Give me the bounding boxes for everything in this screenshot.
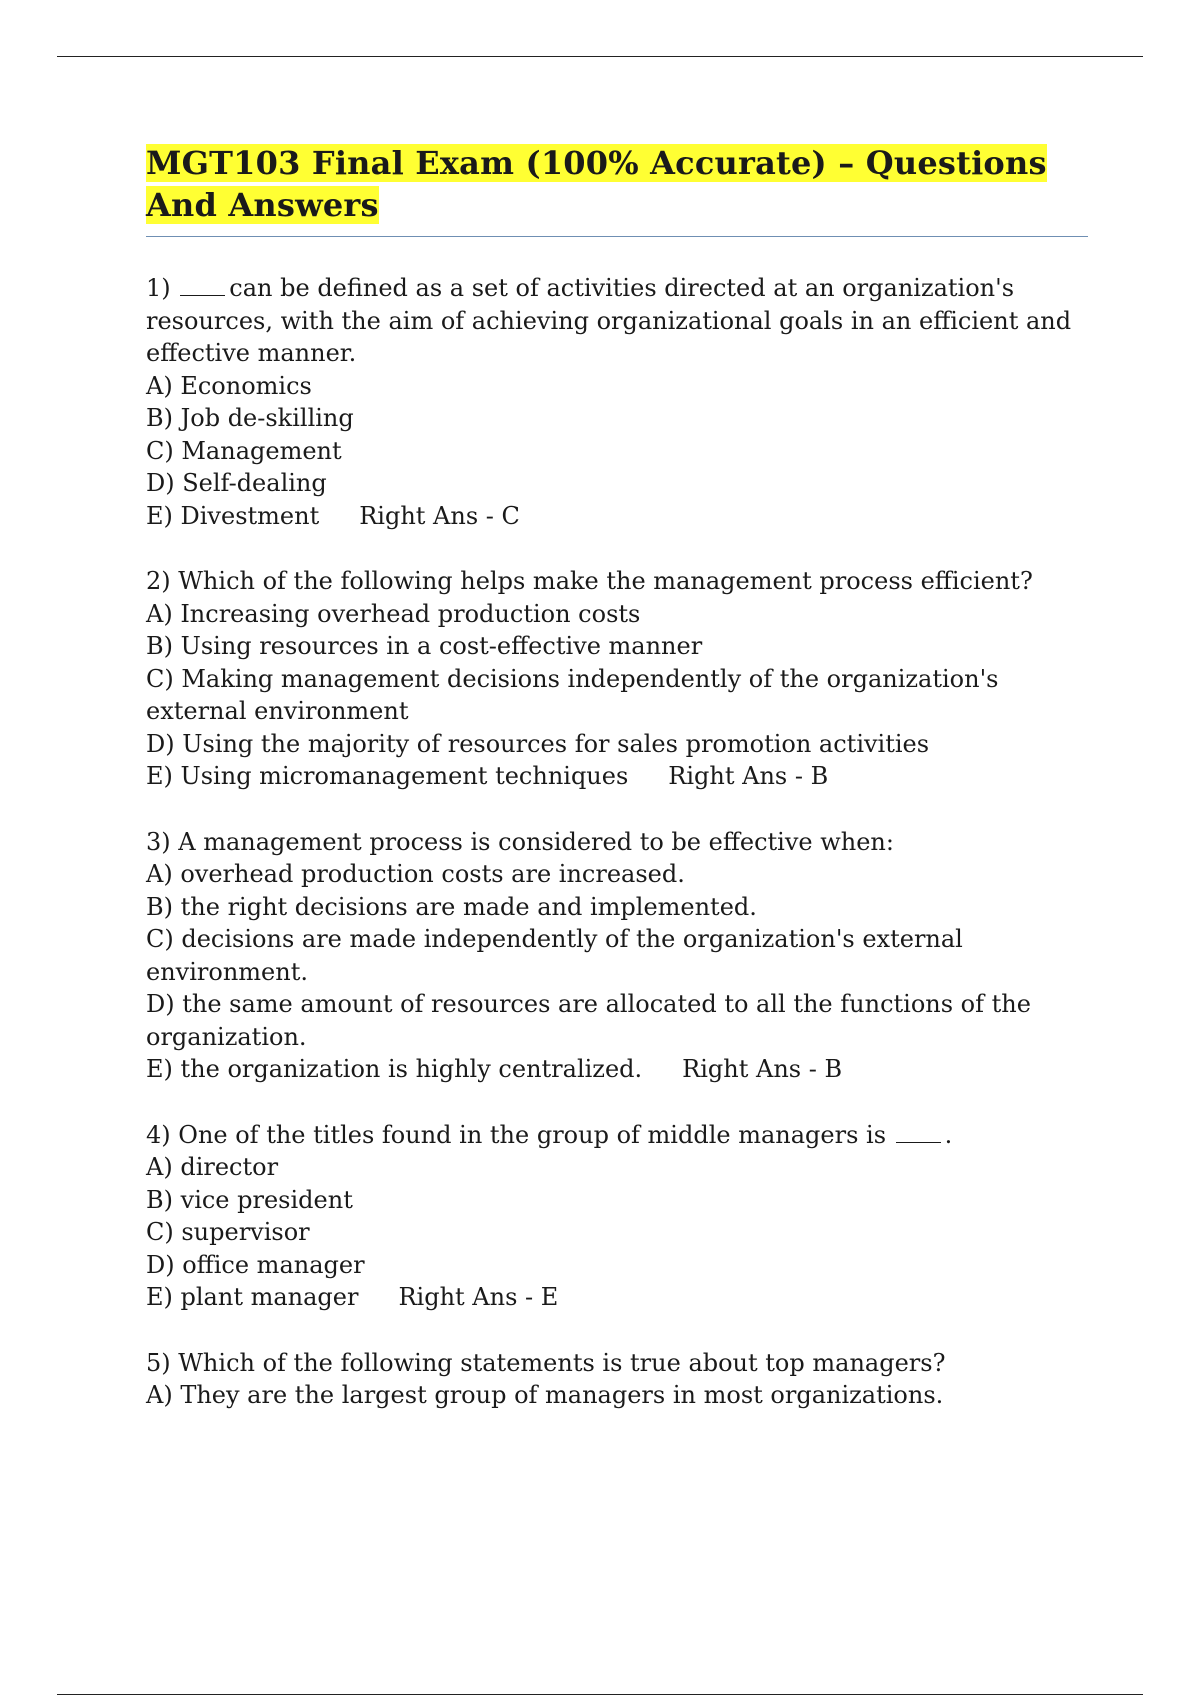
option-e: E) the organization is highly centralized.: [146, 1055, 643, 1083]
question-3: [146, 826, 1096, 1086]
footer-rule: [57, 1694, 1143, 1695]
option-b: B) Using resources in a cost-effective manner: [146, 632, 703, 660]
option-c: C) Making management decisions independently of the organization's external environment: [146, 664, 999, 725]
option-a: A) Economics: [146, 371, 312, 400]
right-answer: Right Ans - E: [398, 1283, 559, 1311]
option-d: D) Self-dealing: [146, 469, 327, 497]
option-a: A) They are the largest group of managers in most organizations.: [146, 1381, 944, 1409]
question-stem: 5) Which of the following statements is true about top managers?: [146, 1348, 946, 1377]
option-b: B) vice president: [146, 1185, 353, 1214]
title-underline: [146, 236, 1088, 237]
option-d: D) Using the majority of resources for sales promotion activities: [146, 729, 930, 758]
right-answer: Right Ans - C: [359, 501, 520, 530]
question-stem: 1) can be defined as a set of activities directed at an organization's resources, with the aim of achieving organizational goals in an efficient and effective manner.: [146, 274, 1072, 367]
option-d: D) the same amount of resources are allocated to all the functions of the organization.: [146, 990, 1031, 1051]
option-a: A) director: [146, 1153, 279, 1181]
option-c: C) supervisor: [146, 1218, 310, 1246]
option-d: D) office manager: [146, 1250, 365, 1279]
fill-in-blank: [180, 294, 225, 296]
option-e-row: [146, 500, 1096, 533]
option-b: B) Job de-skilling: [146, 404, 354, 432]
question-2: [146, 565, 1096, 793]
option-c: C) decisions are made independently of the organization's external environment.: [146, 925, 963, 986]
option-e: E) Using micromanagement techniques: [146, 762, 629, 790]
option-e-row: [146, 1053, 1096, 1086]
option-e: E) Divestment: [146, 501, 320, 530]
question-stem: 2) Which of the following helps make the management process efficient?: [146, 567, 1033, 595]
option-c: C) Management: [146, 436, 342, 465]
option-e-row: [146, 1281, 1096, 1314]
fill-in-blank: [896, 1141, 941, 1143]
question-stem: 4) One of the titles found in the group of middle managers is .: [146, 1120, 953, 1149]
question-4: [146, 1119, 1096, 1314]
right-answer: Right Ans - B: [682, 1055, 843, 1083]
question-1: [146, 272, 1096, 532]
option-a: A) Increasing overhead production costs: [146, 599, 641, 628]
option-e-row: [146, 760, 1096, 793]
option-b: B) the right decisions are made and implemented.: [146, 892, 757, 921]
question-5: [146, 1347, 1096, 1412]
right-answer: Right Ans - B: [668, 762, 829, 790]
option-a: A) overhead production costs are increased.: [146, 860, 685, 888]
header-rule: [57, 56, 1143, 57]
option-e: E) plant manager: [146, 1283, 359, 1311]
question-list: [146, 272, 1096, 1445]
question-stem: 3) A management process is considered to be effective when:: [146, 827, 894, 856]
document-title: MGT103 Final Exam (100% Accurate) – Questions And Answers: [146, 144, 1047, 224]
title-block: [146, 142, 1088, 237]
